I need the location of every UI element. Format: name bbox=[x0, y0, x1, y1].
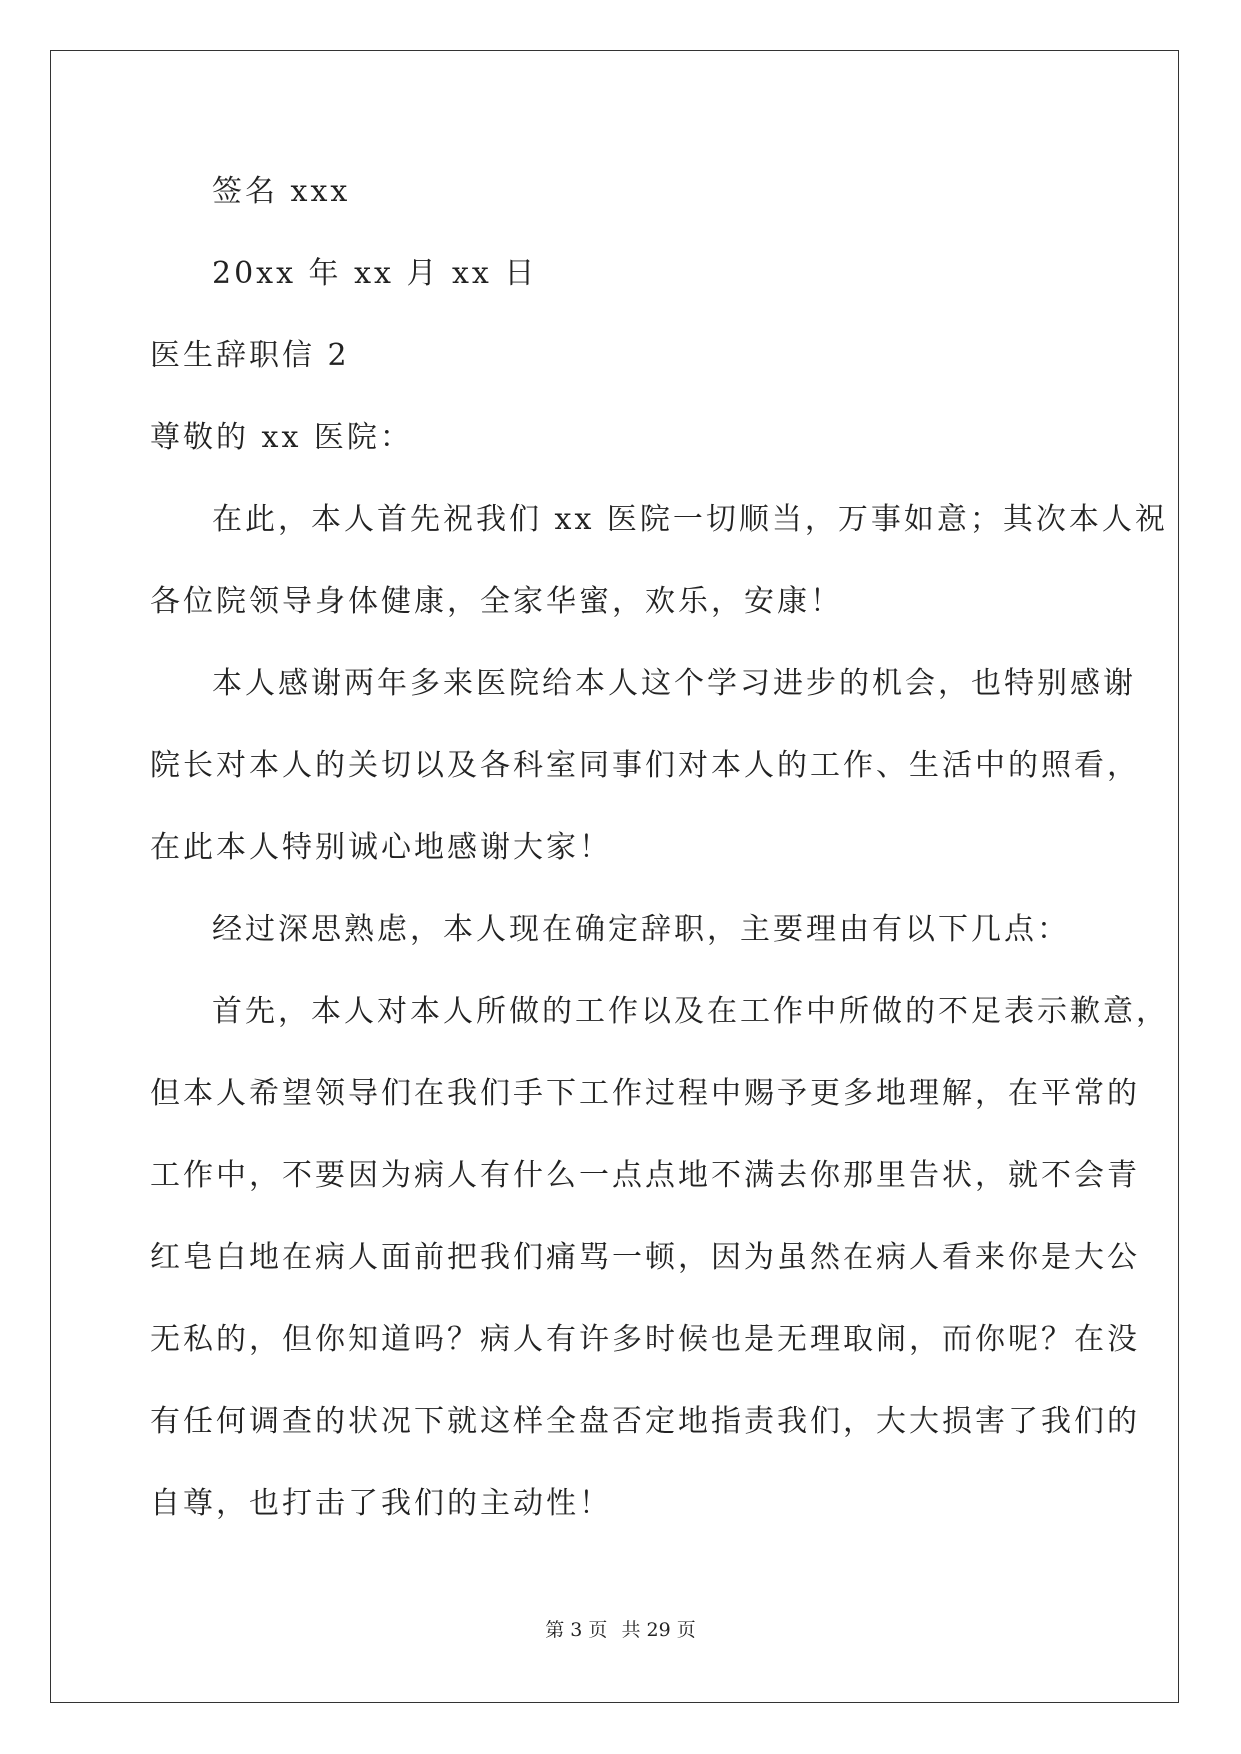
paragraph-line: 但本人希望领导们在我们手下工作过程中赐予更多地理解，在平常的 bbox=[150, 1076, 1140, 1111]
paragraph-line: 在此本人特别诚心地感谢大家！ bbox=[150, 830, 612, 865]
paragraph-line: 无私的，但你知道吗？病人有许多时候也是无理取闹，而你呢？在没 bbox=[150, 1322, 1140, 1357]
paragraph-line: 工作中，不要因为病人有什么一点点地不满去你那里告状，就不会青 bbox=[150, 1158, 1140, 1193]
page-border bbox=[50, 50, 1179, 1703]
signature-line: 签名 xxx bbox=[212, 174, 351, 209]
paragraph-line: 各位院领导身体健康，全家华蜜，欢乐，安康！ bbox=[150, 584, 843, 619]
paragraph-line: 有任何调查的状况下就这样全盘否定地指责我们，大大损害了我们的 bbox=[150, 1404, 1140, 1439]
paragraph-line: 本人感谢两年多来医院给本人这个学习进步的机会，也特别感谢 bbox=[212, 666, 1136, 701]
page-number: 第 3 页 bbox=[545, 1619, 608, 1641]
paragraph-line: 首先，本人对本人所做的工作以及在工作中所做的不足表示歉意， bbox=[212, 994, 1169, 1029]
paragraph-line: 自尊，也打击了我们的主动性！ bbox=[150, 1486, 612, 1521]
salutation: 尊敬的 xx 医院： bbox=[150, 420, 413, 455]
letter-title: 医生辞职信 2 bbox=[150, 338, 350, 373]
paragraph-line: 红皂白地在病人面前把我们痛骂一顿，因为虽然在病人看来你是大公 bbox=[150, 1240, 1140, 1275]
page-total: 共 29 页 bbox=[621, 1619, 696, 1641]
paragraph-line: 院长对本人的关切以及各科室同事们对本人的工作、生活中的照看， bbox=[150, 748, 1140, 783]
paragraph-line: 在此，本人首先祝我们 xx 医院一切顺当，万事如意；其次本人祝 bbox=[212, 502, 1168, 537]
paragraph-line: 经过深思熟虑，本人现在确定辞职，主要理由有以下几点： bbox=[212, 912, 1070, 947]
page-footer bbox=[0, 1618, 1241, 1642]
date-line: 20xx 年 xx 月 xx 日 bbox=[212, 256, 538, 291]
